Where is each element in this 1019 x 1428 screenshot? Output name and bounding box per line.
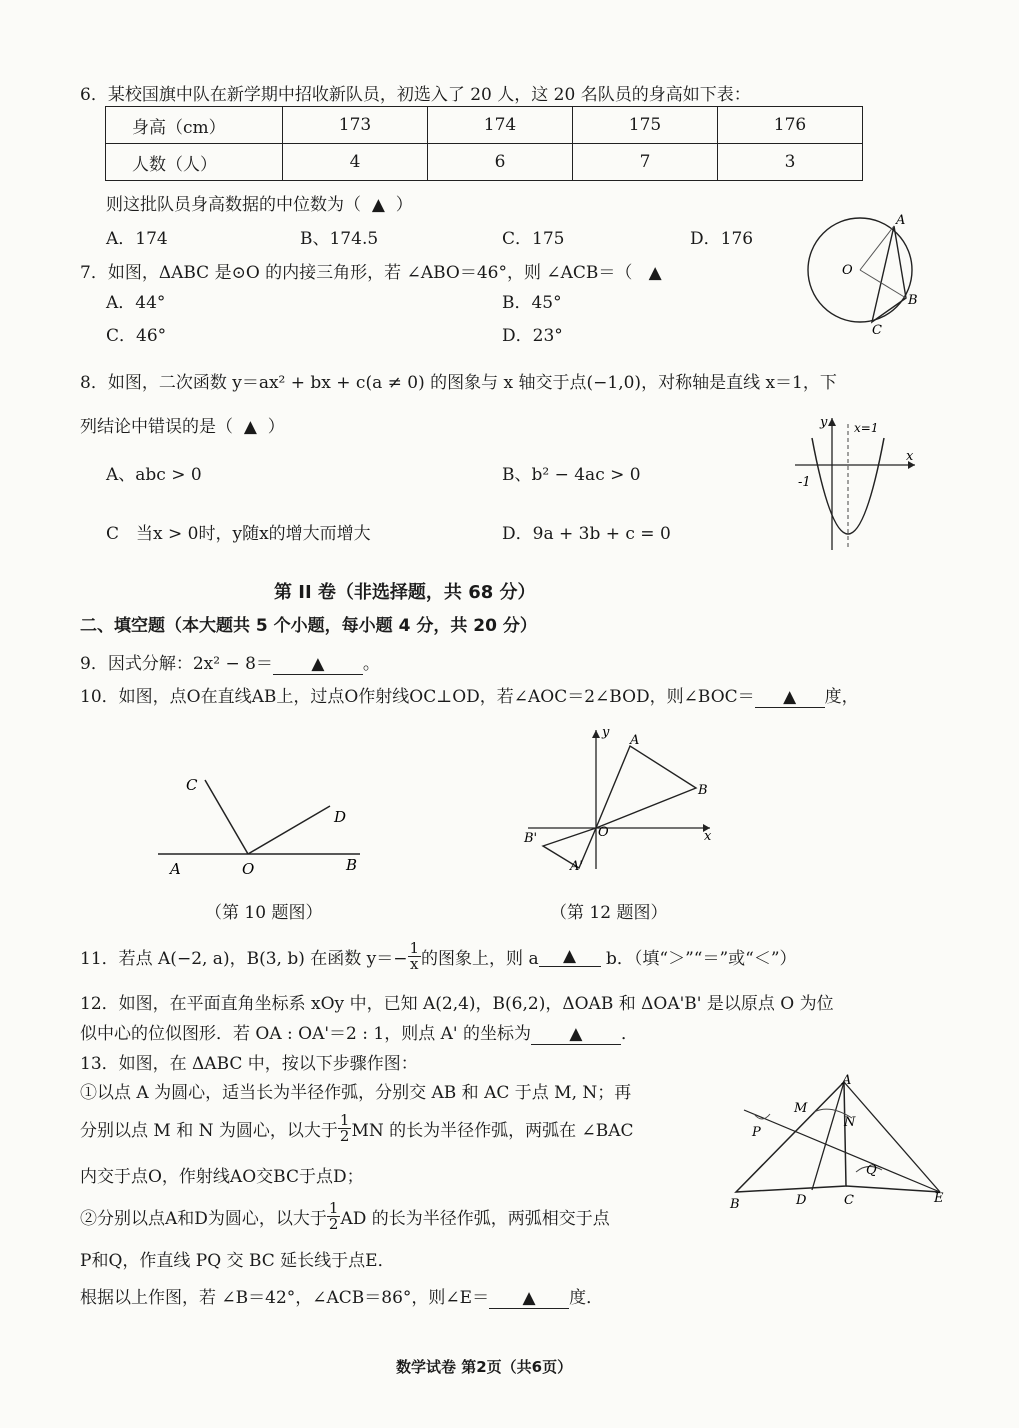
label-o: O	[842, 263, 853, 278]
label-b1: B'	[524, 831, 538, 846]
q8-stem-line1: 8．如图，二次函数 y＝ax² + bx + c(a ≠ 0) 的图象与 x 轴交于点(−1,0)，对称轴是直线 x＝1，下	[80, 373, 837, 393]
q7-stem-text: 7．如图，ΔABC 是⊙O 的内接三角形，若 ∠ABO＝46°，则 ∠ACB＝（	[80, 263, 633, 283]
table-header-cell: 身高（cm）	[106, 107, 283, 144]
q12-line2	[80, 1019, 638, 1045]
q11-pre: 11．若点 A(−2, a)，B(3, b) 在函数 y＝−	[80, 948, 408, 969]
q6-option-a: A．174	[106, 229, 168, 249]
q9-text: 9．因式分解：2x² − 8＝	[80, 654, 273, 674]
q10-caption: （第 10 题图）	[205, 903, 323, 923]
label-e: E	[934, 1191, 944, 1206]
q10-text: 10．如图，点O在直线AB上，过点O作射线OC⊥OD，若∠AOC＝2∠BOD，则∠BOC＝	[80, 687, 755, 707]
q7-option-d: D．23°	[502, 326, 563, 346]
q12-line1: 12．如图，在平面直角坐标系 xOy 中，已知 A(2,4)，B(6,2)，ΔOAB 和 ΔOA'B' 是以原点 O 为位	[80, 994, 834, 1014]
q12-end: ．	[620, 1024, 638, 1044]
q6-question	[106, 190, 413, 215]
q8-close: ）	[267, 417, 285, 437]
label-x: x	[704, 829, 712, 844]
y-axis-arrow	[828, 418, 836, 426]
table-cell: 4	[283, 144, 428, 181]
q12-text: 似中心的位似图形．若 OA : OA'＝2 : 1，则点 A' 的坐标为	[80, 1024, 531, 1044]
label-b: B	[698, 783, 708, 798]
q13-line7b: 度．	[569, 1288, 604, 1308]
q13-line1: 13．如图，在 ΔABC 中，按以下步骤作图：	[80, 1054, 418, 1074]
label-b: B	[730, 1197, 740, 1212]
q6-question-text: 则这批队员身高数据的中位数为（	[106, 195, 361, 215]
q13-line7	[80, 1283, 603, 1309]
q7-option-b: B．45°	[502, 293, 562, 313]
label-m: M	[794, 1101, 808, 1116]
q13-line2: ①以点 A 为圆心，适当长为半径作弧，分别交 AB 和 AC 于点 M, N；再	[80, 1083, 632, 1103]
label-neg1: -1	[798, 475, 811, 490]
table-cell: 7	[573, 144, 718, 181]
q13-line3b: MN 的长为半径作弧，两弧在 ∠BAC	[351, 1120, 634, 1141]
table-cell: 6	[428, 144, 573, 181]
q8-option-c: C 当x > 0时，y随x的增大而增大	[106, 524, 371, 544]
triangle-abc	[872, 226, 906, 322]
label-d: D	[334, 808, 347, 826]
answer-marker: ▲	[563, 945, 577, 966]
q9	[80, 649, 380, 675]
label-o: O	[598, 825, 609, 840]
q8-parabola-figure	[790, 410, 930, 560]
triangle-oab	[596, 746, 696, 828]
label-d: D	[796, 1193, 807, 1208]
label-y: y	[602, 725, 610, 740]
answer-blank	[539, 946, 601, 967]
q12-caption: （第 12 题图）	[550, 903, 668, 923]
label-b: B	[346, 856, 358, 874]
q13-line3a: 分别以点 M 和 N 为圆心，以大于	[80, 1120, 338, 1141]
q13-line5a: ②分别以点A和D为圆心，以大于	[80, 1208, 327, 1229]
q12-coordinate-figure	[520, 724, 730, 874]
label-a1: A'	[570, 859, 583, 874]
part2-title: 第 II 卷（非选择题，共 68 分）	[274, 582, 536, 603]
label-x: x	[906, 449, 914, 464]
q11	[80, 936, 797, 976]
q8-option-b: B、b² − 4ac > 0	[502, 465, 641, 485]
q8-stem-text: 列结论中错误的是（	[80, 417, 233, 437]
q9-end: 。	[362, 654, 380, 674]
extension-ce	[846, 1186, 940, 1192]
answer-blank	[531, 1024, 621, 1045]
answer-marker: ▲	[311, 654, 325, 674]
q7-option-a: A．44°	[106, 293, 166, 313]
q13-construction-figure	[726, 1074, 956, 1214]
label-a: A	[170, 860, 181, 878]
answer-blank	[489, 1288, 569, 1309]
label-n: N	[844, 1115, 856, 1130]
fraction-denominator: x	[410, 954, 419, 973]
answer-marker: ▲	[371, 195, 385, 215]
label-q: Q	[866, 1163, 877, 1178]
line-pq	[744, 1110, 940, 1192]
q13-line4: 内交于点O，作射线AO交BC于点D；	[80, 1167, 364, 1187]
q8-option-a: A、abc > 0	[106, 465, 202, 485]
label-a: A	[896, 213, 906, 228]
table-header-cell: 人数（人）	[106, 144, 283, 181]
y-axis-arrow	[592, 730, 600, 738]
q13-line5	[80, 1196, 610, 1236]
height-table	[105, 106, 863, 181]
page-footer: 数学试卷 第2页（共6页）	[396, 1358, 573, 1376]
q13-line5b: AD 的长为半径作弧，两弧相交于点	[340, 1208, 610, 1229]
label-p: P	[752, 1125, 761, 1140]
answer-blank	[273, 654, 363, 675]
q11-post: b．（填“＞”“＝”或“＜”）	[606, 948, 797, 969]
answer-marker: ▲	[783, 687, 797, 707]
answer-marker: ▲	[648, 263, 662, 283]
q13-line3	[80, 1108, 634, 1148]
q13-line7a: 根据以上作图，若 ∠B＝42°，∠ACB＝86°，则∠E＝	[80, 1288, 490, 1308]
answer-marker: ▲	[569, 1024, 583, 1044]
q10	[80, 682, 859, 708]
fraction-half	[338, 1110, 352, 1145]
ray-od	[248, 806, 330, 854]
q6-option-c: C．175	[502, 229, 565, 249]
q7-circle-figure	[800, 210, 930, 340]
table-cell: 3	[718, 144, 863, 181]
ray-oc	[205, 780, 248, 854]
label-b: B	[908, 293, 918, 308]
label-a: A	[630, 733, 640, 748]
table-cell: 175	[573, 107, 718, 144]
table-row	[106, 144, 863, 181]
label-a: A	[842, 1073, 852, 1088]
q6-stem: 6．某校国旗中队在新学期中招收新队员，初选入了 20 人，这 20 名队员的身高如下表：	[80, 85, 751, 105]
q6-option-d: D．176	[690, 229, 754, 249]
fraction-numerator: 1	[409, 938, 420, 957]
label-c: C	[186, 776, 198, 794]
fraction-numerator: 1	[339, 1110, 350, 1129]
table-cell: 176	[718, 107, 863, 144]
q10-angle-figure	[150, 770, 380, 880]
label-axis: x=1	[854, 421, 879, 435]
fraction-denominator: 2	[339, 1126, 350, 1145]
section-title: 二、填空题（本大题共 5 个小题，每小题 4 分，共 20 分）	[80, 616, 537, 636]
table-cell: 173	[283, 107, 428, 144]
label-o: O	[242, 860, 255, 878]
fraction-half	[327, 1198, 341, 1233]
q6-close: ）	[395, 195, 413, 215]
q10-end: 度，	[824, 687, 859, 707]
q6-option-b: B、174.5	[300, 229, 379, 249]
table-row	[106, 107, 863, 144]
fraction	[408, 938, 422, 973]
q8-stem-line2	[80, 412, 285, 437]
fraction-numerator: 1	[328, 1198, 339, 1217]
table-cell: 174	[428, 107, 573, 144]
q13-line6: P和Q，作直线 PQ 交 BC 延长线于点E．	[80, 1251, 395, 1271]
line-ae	[844, 1082, 940, 1192]
fraction-denominator: 2	[328, 1214, 339, 1233]
answer-blank	[755, 687, 825, 708]
q7-option-c: C．46°	[106, 326, 167, 346]
q11-mid: 的图象上，则 a	[421, 948, 539, 969]
label-c: C	[872, 323, 882, 338]
answer-marker: ▲	[522, 1288, 536, 1308]
label-y: y	[820, 415, 828, 430]
answer-marker: ▲	[243, 417, 257, 437]
q8-option-d: D．9a + 3b + c = 0	[502, 524, 671, 544]
q7-stem	[80, 258, 662, 283]
label-c: C	[844, 1193, 854, 1208]
